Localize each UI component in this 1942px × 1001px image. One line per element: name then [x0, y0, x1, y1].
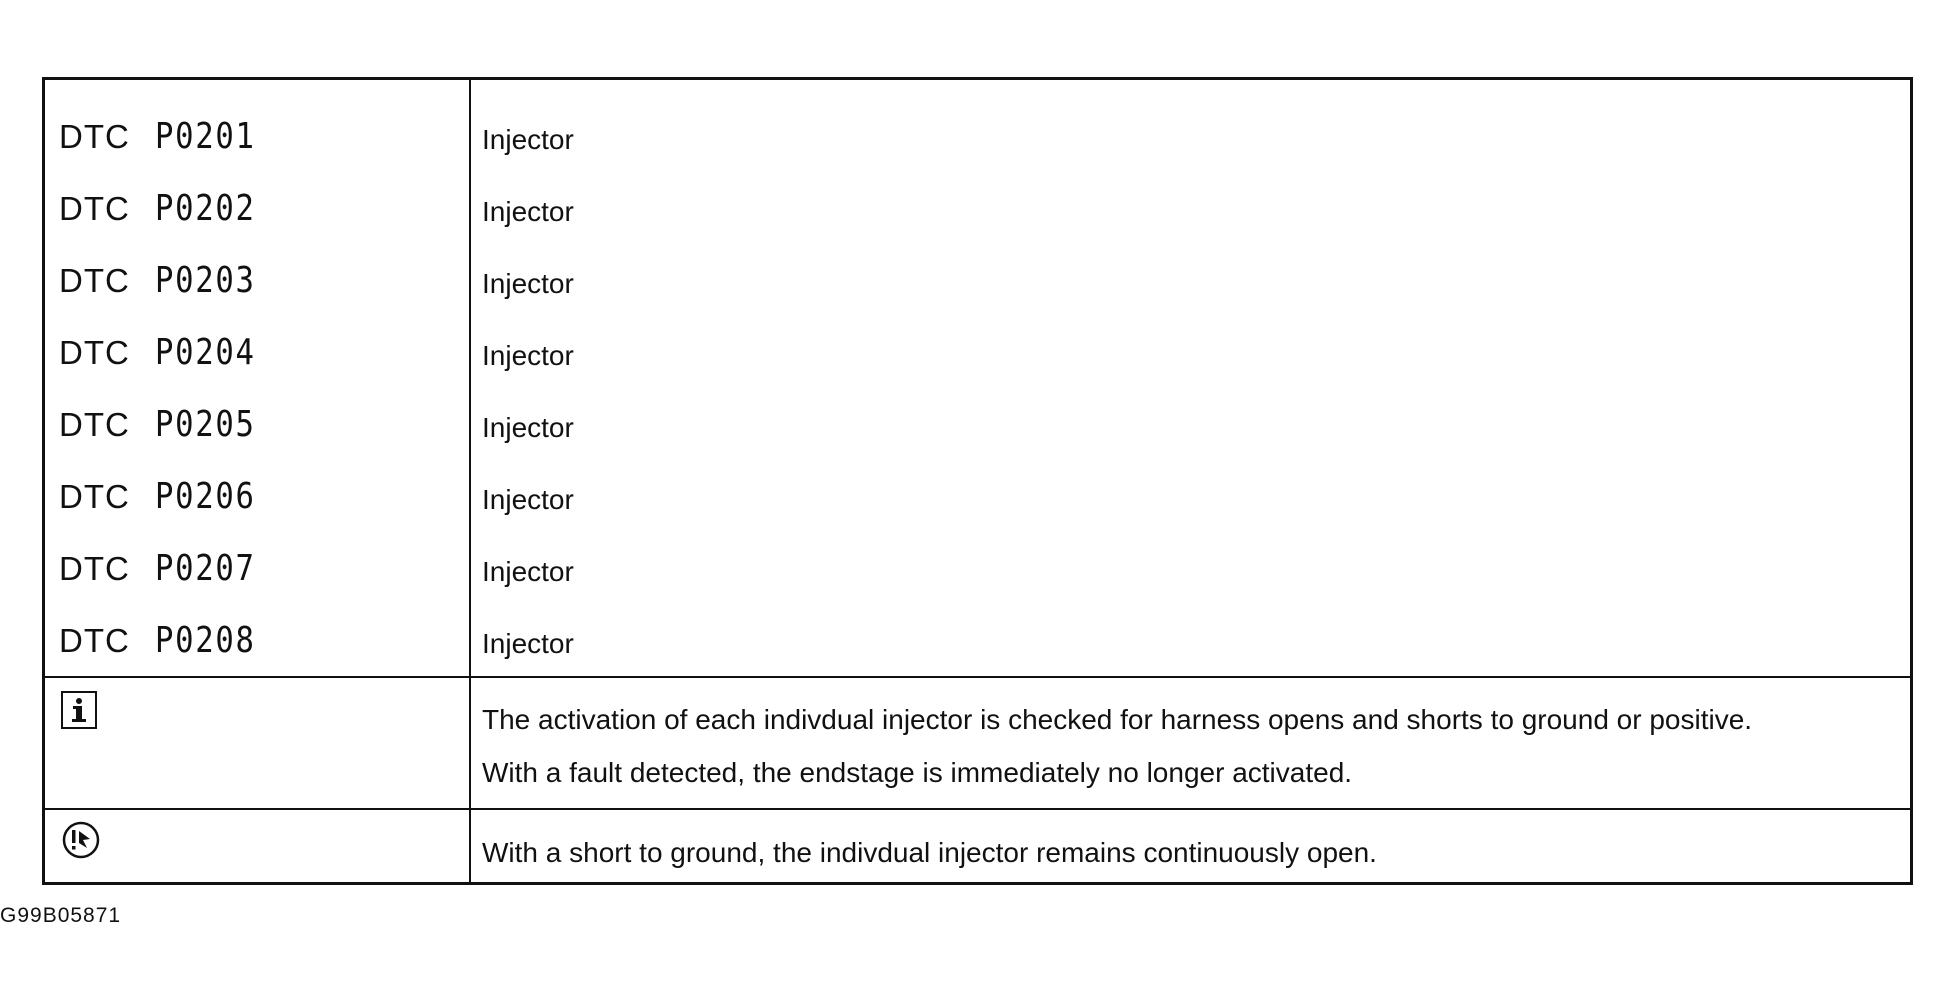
dtc-description: Injector	[482, 196, 574, 227]
dtc-description: Injector	[482, 124, 574, 155]
dtc-description: Injector	[482, 412, 574, 443]
dtc-label	[59, 260, 273, 301]
dtc-row	[45, 246, 1910, 318]
dtc-prefix: DTC	[59, 622, 130, 659]
dtc-prefix: DTC	[59, 262, 130, 299]
dtc-prefix: DTC	[59, 190, 130, 227]
dtc-code: P0201	[155, 116, 256, 157]
warning-text: With a short to ground, the indivdual injector remains continuously open.	[482, 837, 1377, 868]
dtc-prefix: DTC	[59, 334, 130, 371]
dtc-prefix: DTC	[59, 118, 130, 155]
dtc-code: P0206	[155, 476, 256, 517]
dtc-row	[45, 102, 1910, 174]
dtc-row	[45, 606, 1910, 678]
dtc-row	[45, 174, 1910, 246]
dtc-code: P0205	[155, 404, 256, 445]
dtc-row	[45, 318, 1910, 390]
dtc-label	[59, 116, 273, 157]
dtc-row	[45, 534, 1910, 606]
dtc-code: P0202	[155, 188, 256, 229]
dtc-description: Injector	[482, 628, 574, 659]
dtc-label	[59, 476, 273, 517]
info-text-line: The activation of each indivdual injector is checked for harness opens and shorts to ground or positive.	[482, 704, 1753, 735]
dtc-code: P0207	[155, 548, 256, 589]
dtc-description: Injector	[482, 484, 574, 515]
dtc-label	[59, 548, 273, 589]
info-text-line: With a fault detected, the endstage is immediately no longer activated.	[482, 757, 1353, 788]
dtc-table	[42, 77, 1913, 885]
dtc-description: Injector	[482, 340, 574, 371]
info-icon	[61, 691, 97, 729]
dtc-code: P0208	[155, 620, 256, 661]
dtc-code: P0203	[155, 260, 256, 301]
dtc-row	[45, 462, 1910, 534]
dtc-label	[59, 620, 273, 661]
dtc-label	[59, 332, 273, 373]
figure-id: G99B05871	[0, 904, 122, 927]
row-divider	[45, 808, 1910, 810]
dtc-prefix: DTC	[59, 406, 130, 443]
dtc-description: Injector	[482, 556, 574, 587]
dtc-prefix: DTC	[59, 478, 130, 515]
warning-circle-icon	[61, 820, 101, 860]
dtc-prefix: DTC	[59, 550, 130, 587]
dtc-code: P0204	[155, 332, 256, 373]
row-divider	[45, 676, 1910, 678]
dtc-label	[59, 404, 273, 445]
dtc-description: Injector	[482, 268, 574, 299]
dtc-label	[59, 188, 273, 229]
dtc-row	[45, 390, 1910, 462]
